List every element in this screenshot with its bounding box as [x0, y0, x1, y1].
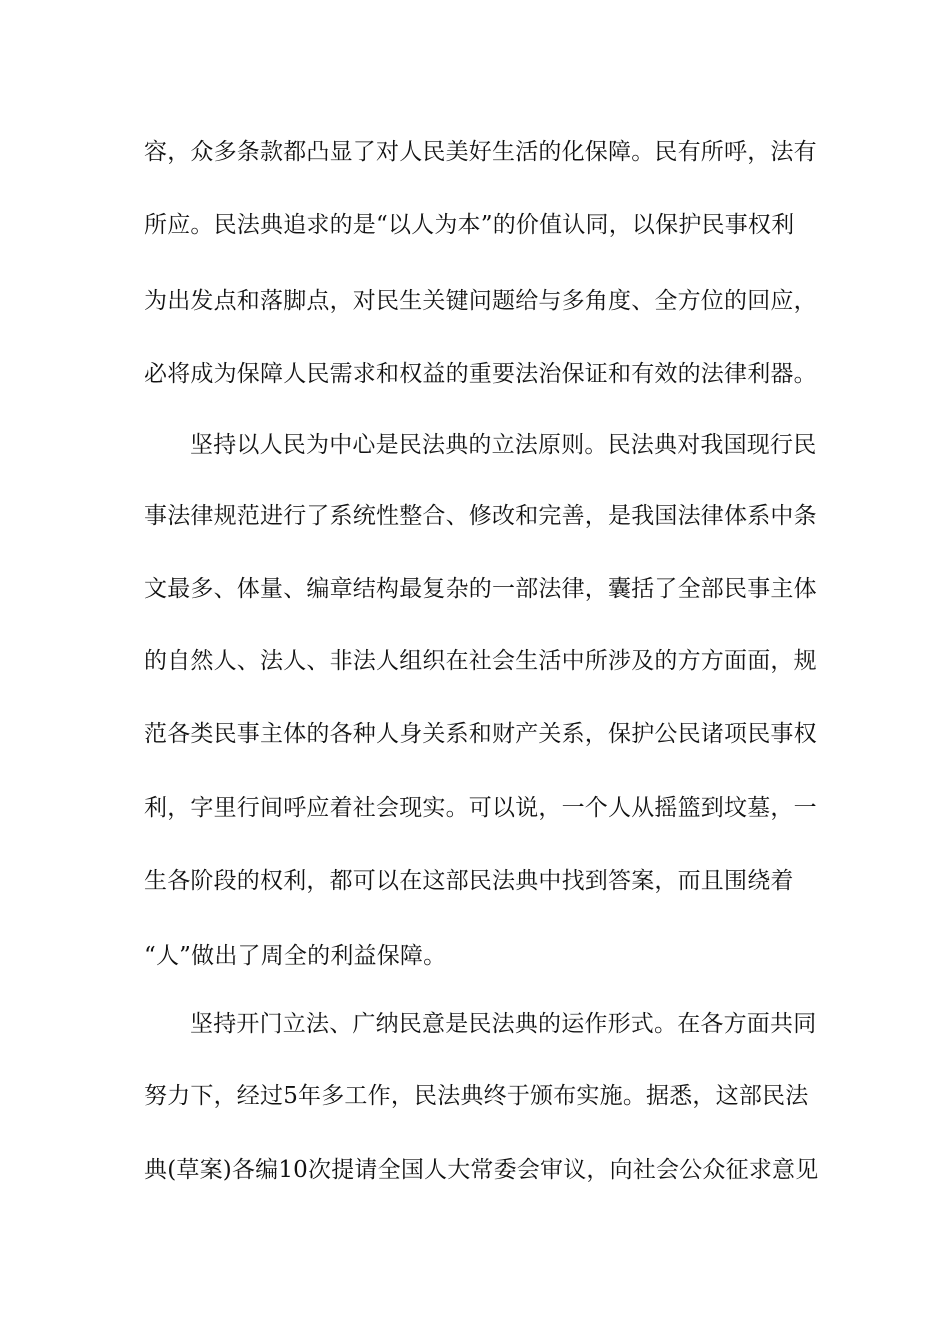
paragraph-2-line-4: 的自然人、法人、非法人组织在社会生活中所涉及的方方面面，规 [144, 648, 817, 674]
paragraph-1-line-3: 为出发点和落脚点，对民生关键问题给与多角度、全方位的回应， [144, 288, 817, 314]
paragraph-1-line-1: 容，众多条款都凸显了对人民美好生活的化保障。民有所呼，法有 [144, 139, 817, 165]
paragraph-2-line-3: 文最多、体量、编章结构最复杂的一部法律，囊括了全部民事主体 [144, 576, 817, 602]
paragraph-3-line-3: 典(草案)各编10次提请全国人大常委会审议，向社会公众征求意见 [144, 1157, 819, 1183]
paragraph-2-line-2: 事法律规范进行了系统性整合、修改和完善，是我国法律体系中条 [144, 503, 817, 529]
paragraph-2-line-5: 范各类民事主体的各种人身关系和财产关系，保护公民诸项民事权 [144, 721, 817, 747]
paragraph-2-line-6: 利，字里行间呼应着社会现实。可以说，一个人从摇篮到坟墓，一 [144, 795, 817, 821]
paragraph-2-line-8: “人”做出了周全的利益保障。 [144, 943, 447, 969]
paragraph-2-line-1: 坚持以人民为中心是民法典的立法原则。民法典对我国现行民 [190, 432, 817, 458]
paragraph-2-line-7: 生各阶段的权利，都可以在这部民法典中找到答案，而且围绕着 [144, 868, 794, 894]
paragraph-3-line-1: 坚持开门立法、广纳民意是民法典的运作形式。在各方面共同 [190, 1011, 817, 1037]
paragraph-1-line-4: 必将成为保障人民需求和权益的重要法治保证和有效的法律利器。 [144, 361, 817, 387]
paragraph-1-line-2: 所应。民法典追求的是“以人为本”的价值认同，以保护民事权利 [144, 212, 795, 238]
paragraph-3-line-2: 努力下，经过5年多工作，民法典终于颁布实施。据悉，这部民法 [144, 1083, 809, 1109]
